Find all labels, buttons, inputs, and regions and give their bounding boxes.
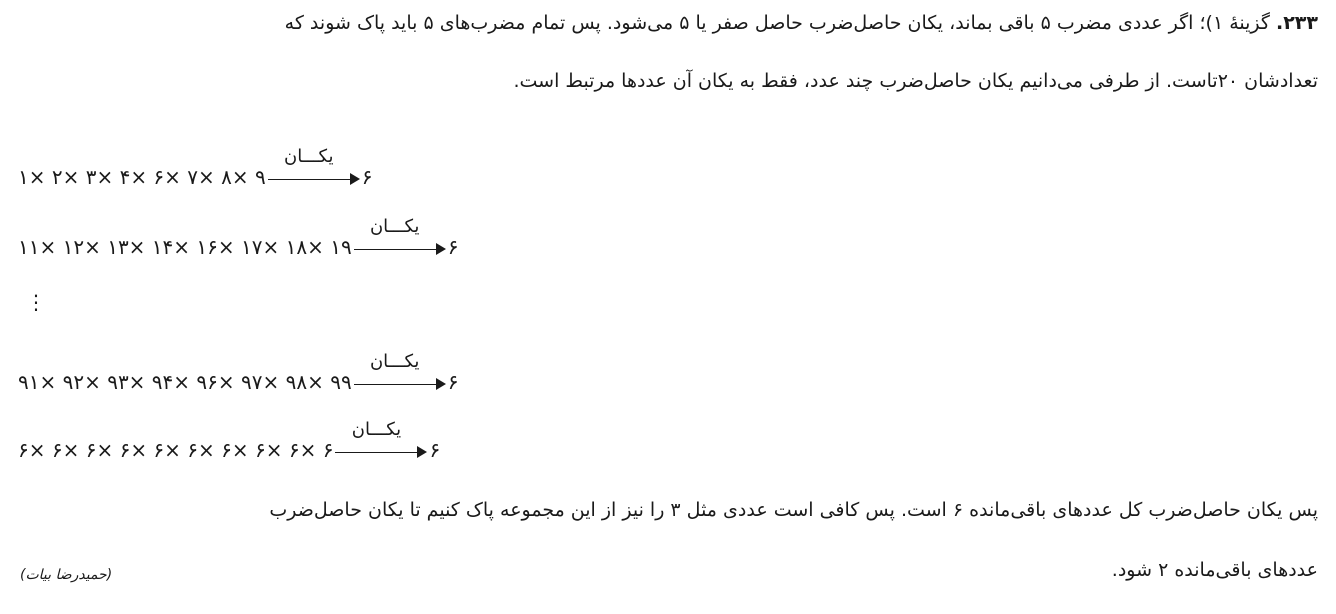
arrow-label: یکـــان [369, 216, 420, 237]
expression-factors: ۹۱× ۹۲× ۹۳× ۹۴× ۹۶× ۹۷× ۹۸× ۹۹ [18, 370, 352, 394]
conclusion-line-2: عددهای باقی‌مانده ۲ شود. [1111, 559, 1318, 581]
arrow [354, 351, 446, 395]
expression-factors: ۶× ۶× ۶× ۶× ۶× ۶× ۶× ۶× ۶× ۶ [18, 438, 334, 462]
expression-row-1 [18, 146, 373, 190]
arrow-head-icon [436, 243, 446, 255]
expression-result: ۶ [429, 438, 441, 462]
arrow-label: یکـــان [284, 146, 334, 167]
arrow-line [354, 384, 438, 385]
expression-result: ۶ [361, 165, 373, 189]
arrow [335, 419, 427, 463]
arrow [268, 146, 360, 190]
question-number: ۲۳۳. [1275, 12, 1318, 34]
author-credit: (حمیدرضا بیات) [20, 567, 113, 583]
arrow-label: یکـــان [369, 351, 420, 372]
expression-factors: ۱۱× ۱۲× ۱۳× ۱۴× ۱۶× ۱۷× ۱۸× ۱۹ [18, 235, 352, 259]
expression-row-2 [18, 216, 459, 260]
intro-line-1 [0, 10, 1318, 36]
solution-paragraph-intro [0, 10, 1318, 94]
expression-factors: ۱× ۲× ۳× ۴× ۶× ۷× ۸× ۹ [18, 165, 266, 189]
vertical-ellipsis: ⋮ [26, 290, 46, 314]
expression-row-3 [18, 351, 459, 395]
intro-line-1-text: گزینۀ ۱)؛ اگر عددی مضرب ۵ باقی بماند، یکان حاصل‌ضرب حاصل صفر یا ۵ می‌شود. پس تمام مضرب‌های ۵ باید پاک شوند که [284, 12, 1270, 34]
arrow-label: یکـــان [351, 419, 402, 440]
arrow-head-icon [350, 173, 360, 185]
arrow-line [335, 452, 419, 453]
expression-row-4 [18, 419, 441, 463]
arrow-head-icon [436, 378, 446, 390]
arrow [354, 216, 446, 260]
conclusion-line-1: پس یکان حاصل‌ضرب کل عددهای باقی‌مانده ۶ است. پس کافی است عددی مثل ۳ را نیز از این مجموعه پاک کنیم تا یکان حاصل‌ضرب [269, 499, 1318, 521]
arrow-line [354, 249, 438, 250]
arrow-line [268, 179, 352, 180]
expression-result: ۶ [447, 370, 459, 394]
solution-paragraph-conclusion [0, 497, 1318, 583]
arrow-head-icon [417, 446, 427, 458]
expression-result: ۶ [447, 235, 459, 259]
intro-line-2: تعدادشان ۲۰تاست. از طرفی می‌دانیم یکان حاصل‌ضرب چند عدد، فقط به یکان آن عددها مرتبط است. [513, 70, 1318, 92]
